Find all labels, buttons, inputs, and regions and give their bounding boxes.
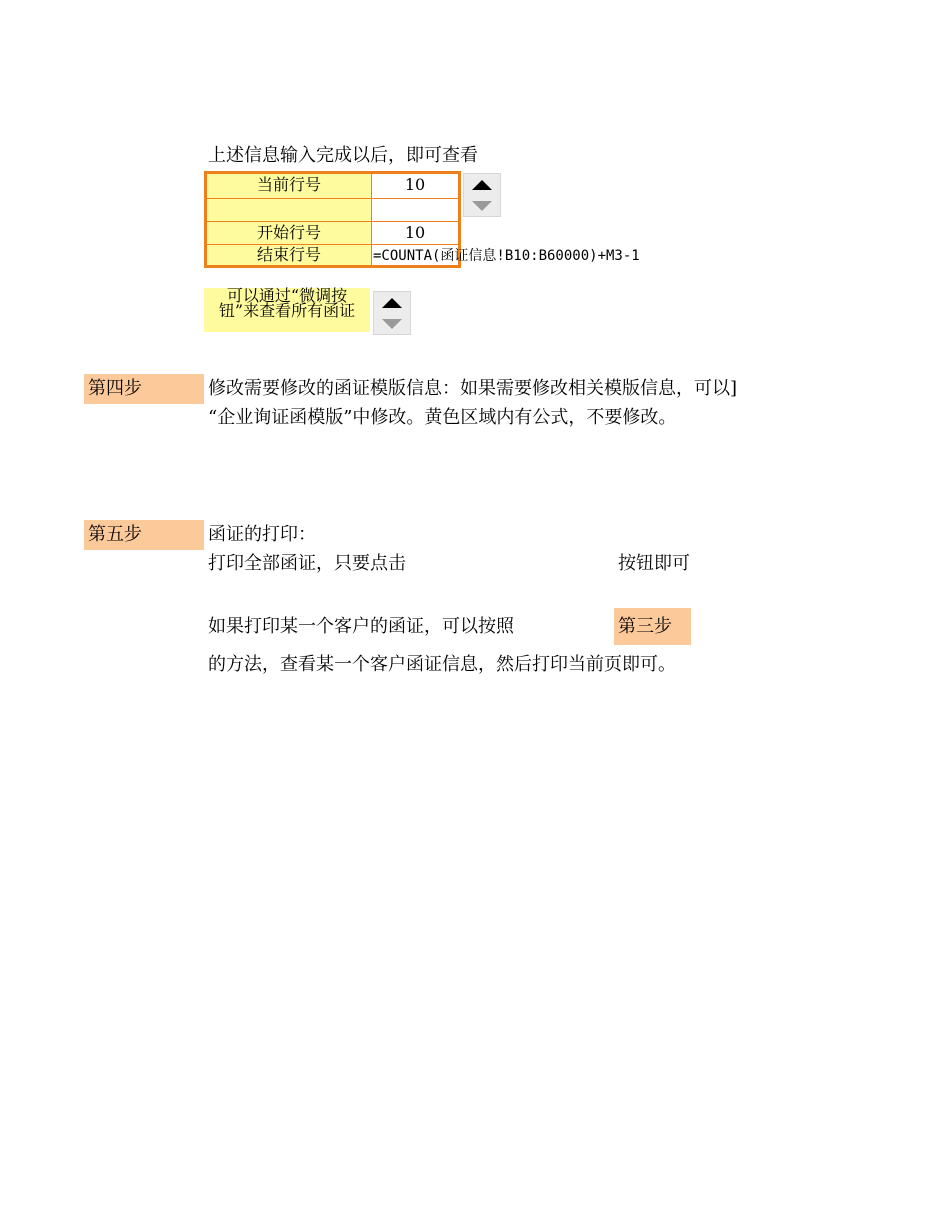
current-row-value[interactable]: 10: [404, 175, 426, 194]
triangle-down-icon: [382, 319, 402, 329]
end-row-formula: =COUNTA(函证信息!B10:B60000)+M3-1: [373, 248, 640, 264]
triangle-down-icon: [472, 201, 492, 211]
step5-line2-suffix: 按钮即可: [618, 553, 690, 574]
step3-reference: 第三步: [614, 608, 691, 645]
start-row-label: 开始行号: [207, 222, 371, 244]
empty-label-cell: [207, 199, 371, 221]
step4-label: 第四步: [84, 374, 204, 404]
row-spinner-bottom[interactable]: [373, 291, 411, 335]
step4-line2: “企业询证函模版”中修改。黄色区域内有公式，不要修改。: [208, 407, 677, 428]
spin-down-button[interactable]: [374, 313, 410, 334]
step5-line4: 的方法，查看某一个客户函证信息，然后打印当前页即可。: [208, 654, 676, 675]
step5-line3: 如果打印某一个客户的函证，可以按照: [208, 616, 514, 637]
step5-label: 第五步: [84, 520, 204, 550]
end-row-label: 结束行号: [207, 245, 371, 265]
spin-up-button[interactable]: [464, 174, 500, 195]
row-spinner-top[interactable]: [463, 173, 501, 217]
spinner-hint-note: [204, 288, 370, 332]
start-row-value[interactable]: 10: [404, 223, 426, 242]
current-row-label: 当前行号: [207, 174, 371, 198]
hint-text: 可以通过“微调按钮”来查看所有函证: [218, 286, 356, 320]
step5-line2: 打印全部函证，只要点击: [208, 553, 406, 574]
spin-up-button[interactable]: [374, 292, 410, 313]
intro-text: 上述信息输入完成以后，即可查看: [208, 145, 478, 166]
triangle-up-icon: [382, 298, 402, 308]
spin-down-button[interactable]: [464, 195, 500, 216]
step4-line1: 修改需要修改的函证模版信息：如果需要修改相关模版信息，可以]: [208, 378, 738, 399]
empty-value-cell[interactable]: [372, 199, 458, 221]
triangle-up-icon: [472, 180, 492, 190]
step5-line1: 函证的打印：: [208, 524, 316, 545]
